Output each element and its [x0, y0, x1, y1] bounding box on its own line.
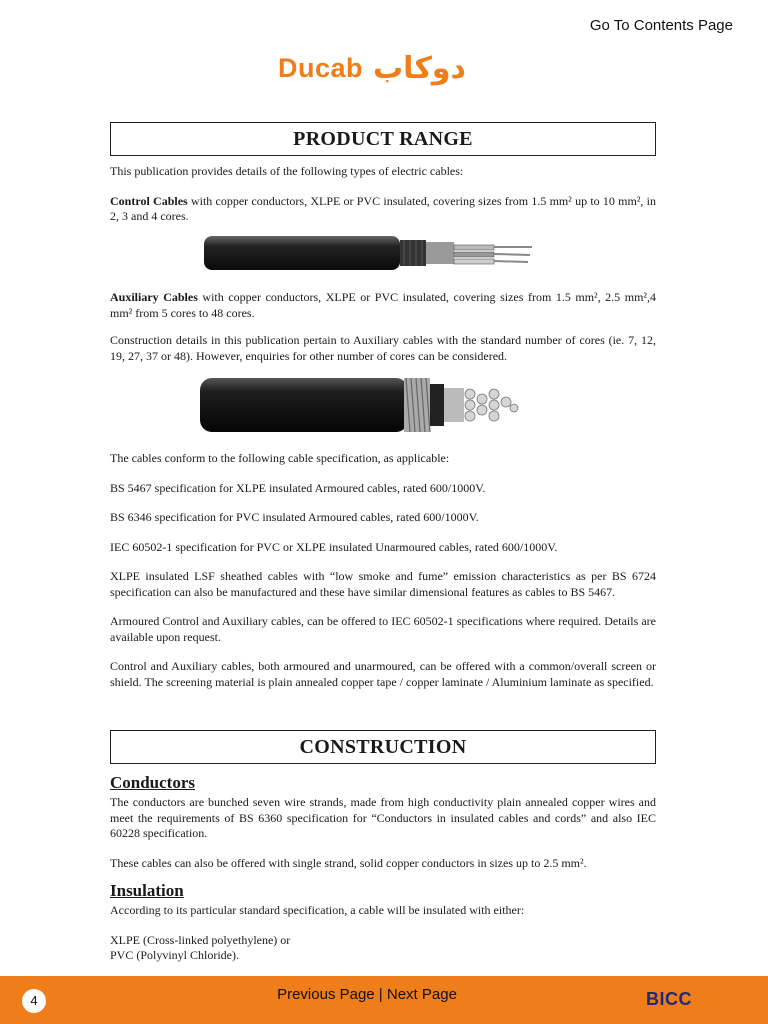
auxiliary-cables-label: Auxiliary Cables [110, 290, 198, 304]
previous-page-link[interactable]: Previous Page [277, 986, 375, 1003]
conductors-paragraph: The conductors are bunched seven wire strands, made from high conductivity plain annealed copper wires and meet the requirements of BS 6360 specification for “Conductors in insulated cables and cords” and also IEC 60228 specification. [110, 795, 656, 840]
control-cable-image [200, 228, 536, 278]
auxiliary-cables-text: with copper conductors, XLPE or PVC insulated, covering sizes from 1.5 mm², 2.5 mm²,4 mm² from 5 cores to 48 cores. [110, 290, 656, 320]
page-number-badge: 4 [22, 989, 46, 1013]
auxiliary-block [110, 290, 656, 364]
product-range-intro-block [110, 164, 656, 225]
insulation-heading: Insulation [110, 881, 184, 900]
construction-note-paragraph: Construction details in this publication pertain to Auxiliary cables with the standard number of cores (ie. 7, 12, 19, 27, 37 or 48). However, enquiries for other number of cores can be considered. [110, 333, 656, 363]
bicc-logo: BICC [646, 989, 692, 1009]
spec-bs5467: BS 5467 specification for XLPE insulated Armoured cables, rated 600/1000V. [110, 480, 486, 495]
armoured-paragraph: Armoured Control and Auxiliary cables, can be offered to IEC 60502-1 specifications where required. Details are available upon request. [110, 614, 656, 644]
spec-iec60502: IEC 60502-1 specification for PVC or XLPE insulated Unarmoured cables, rated 600/1000V. [110, 539, 558, 554]
screen-paragraph: Control and Auxiliary cables, both armoured and unarmoured, can be offered with a common/overall screen or shield. The screening material is plain annealed copper tape / copper laminate / Aluminium laminate as specified. [110, 659, 656, 689]
control-cables-paragraph [110, 194, 656, 225]
product-range-title: PRODUCT RANGE [110, 122, 656, 156]
nav-separator: | [374, 986, 387, 1003]
specifications-block [110, 451, 656, 690]
conductors-solid-paragraph: These cables can also be offered with single strand, solid copper conductors in sizes up to 2.5 mm². [110, 855, 587, 870]
logo-latin-text: Ducab [278, 52, 364, 83]
control-cables-label: Control Cables [110, 193, 188, 208]
footer-navigation [0, 986, 734, 1003]
spec-bs6346: BS 6346 specification for PVC insulated Armoured cables, rated 600/1000V. [110, 510, 479, 524]
logo-arabic-text: دوكاب [373, 50, 466, 86]
control-cables-text: with copper conductors, XLPE or PVC insulated, covering sizes from 1.5 mm² up to 10 mm², in 2, 3 and 4 cores. [110, 193, 656, 223]
intro-paragraph: This publication provides details of the following types of electric cables: [110, 164, 464, 178]
ducab-logo [278, 48, 466, 88]
conductors-heading: Conductors [110, 773, 196, 792]
conductors-block [110, 795, 656, 871]
conform-paragraph: The cables conform to the following cable specification, as applicable: [110, 451, 450, 465]
auxiliary-cable-image [196, 372, 536, 436]
next-page-link[interactable]: Next Page [386, 986, 457, 1003]
footer-bar [0, 976, 768, 1024]
insulation-xlpe: XLPE (Cross-linked polyethylene) or [110, 932, 291, 947]
auxiliary-cables-paragraph [110, 290, 656, 321]
insulation-paragraph: According to its particular standard specification, a cable will be insulated with either: [110, 903, 525, 917]
insulation-pvc: PVC (Polyvinyl Chloride). [110, 948, 240, 962]
construction-title: CONSTRUCTION [110, 730, 656, 764]
insulation-block [110, 903, 656, 964]
lsf-paragraph: XLPE insulated LSF sheathed cables with “low smoke and fume” emission characteristics as per BS 6724 specification can also be manufactured and these have similar dimensional features as cables to BS 5467. [110, 569, 656, 599]
contents-page-link[interactable]: Go To Contents Page [589, 17, 733, 34]
